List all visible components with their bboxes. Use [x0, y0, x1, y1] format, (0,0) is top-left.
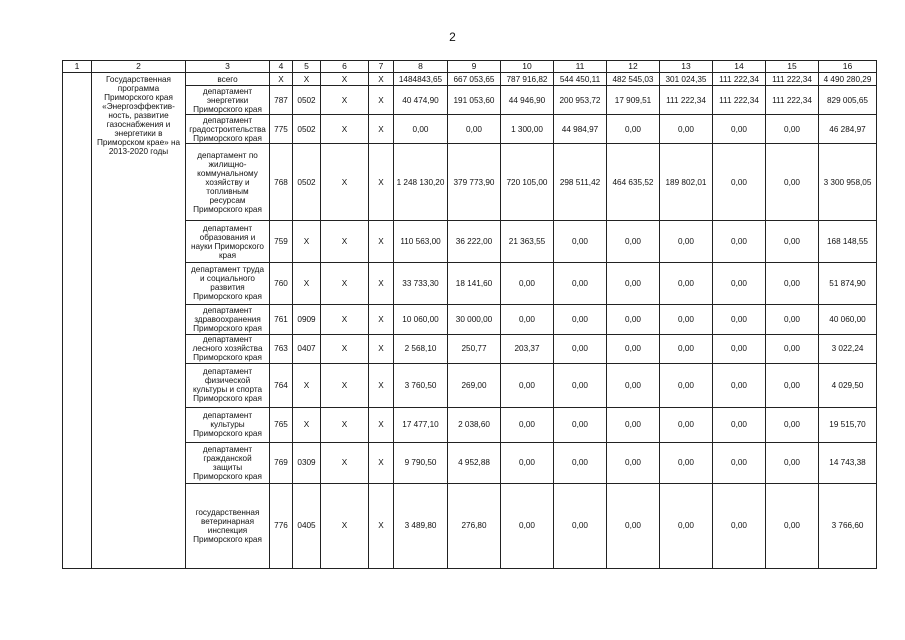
value-cell: 3 489,80: [394, 483, 448, 568]
value-cell: Х: [321, 483, 369, 568]
value-cell: 763: [270, 334, 293, 363]
value-cell: 760: [270, 262, 293, 304]
value-cell: 111 222,34: [766, 73, 819, 85]
value-cell: 203,37: [501, 334, 554, 363]
value-cell: 776: [270, 483, 293, 568]
value-cell: 0,00: [766, 262, 819, 304]
department-cell: департамент труда и социального развития Приморского края: [186, 262, 270, 304]
value-cell: Х: [369, 144, 394, 221]
value-cell: 0,00: [766, 483, 819, 568]
value-cell: 0,00: [554, 442, 607, 483]
value-cell: Х: [369, 483, 394, 568]
value-cell: 51 874,90: [819, 262, 877, 304]
value-cell: 189 802,01: [660, 144, 713, 221]
value-cell: Х: [321, 221, 369, 263]
value-cell: 30 000,00: [448, 304, 501, 334]
department-cell: департамент лесного хозяйства Приморского края: [186, 334, 270, 363]
value-cell: 0,00: [501, 363, 554, 407]
value-cell: Х: [369, 262, 394, 304]
value-cell: Х: [369, 221, 394, 263]
value-cell: 111 222,34: [766, 85, 819, 114]
value-cell: 775: [270, 115, 293, 144]
value-cell: 0,00: [607, 363, 660, 407]
value-cell: 0502: [293, 85, 321, 114]
value-cell: 0,00: [660, 483, 713, 568]
value-cell: 3 766,60: [819, 483, 877, 568]
value-cell: 46 284,97: [819, 115, 877, 144]
value-cell: 0,00: [766, 304, 819, 334]
header-cell: 2: [92, 61, 186, 73]
value-cell: 0,00: [554, 262, 607, 304]
value-cell: 1484843,65: [394, 73, 448, 85]
department-cell: департамент по жилищно-коммунальному хозяйству и топливным ресурсам Приморского края: [186, 144, 270, 221]
value-cell: 667 053,65: [448, 73, 501, 85]
header-cell: 16: [819, 61, 877, 73]
table-row: [63, 221, 877, 263]
value-cell: 1 248 130,20: [394, 144, 448, 221]
page-number: 2: [449, 30, 456, 44]
value-cell: 0,00: [607, 442, 660, 483]
value-cell: 379 773,90: [448, 144, 501, 221]
department-cell: департамент здравоохранения Приморского края: [186, 304, 270, 334]
table-body: [63, 61, 877, 569]
value-cell: 36 222,00: [448, 221, 501, 263]
header-cell: 6: [321, 61, 369, 73]
header-cell: 13: [660, 61, 713, 73]
value-cell: Х: [270, 73, 293, 85]
value-cell: Х: [293, 407, 321, 442]
value-cell: 464 635,52: [607, 144, 660, 221]
table-row: [63, 144, 877, 221]
department-cell: департамент гражданской защиты Приморского края: [186, 442, 270, 483]
value-cell: 0407: [293, 334, 321, 363]
header-cell: 14: [713, 61, 766, 73]
value-cell: 0,00: [660, 262, 713, 304]
table-row: [63, 334, 877, 363]
value-cell: Х: [293, 363, 321, 407]
value-cell: 0502: [293, 144, 321, 221]
value-cell: 764: [270, 363, 293, 407]
value-cell: Х: [321, 85, 369, 114]
value-cell: 0,00: [554, 483, 607, 568]
value-cell: 544 450,11: [554, 73, 607, 85]
value-cell: 787: [270, 85, 293, 114]
value-cell: 4 029,50: [819, 363, 877, 407]
value-cell: Х: [293, 73, 321, 85]
value-cell: 4 490 280,29: [819, 73, 877, 85]
header-cell: 5: [293, 61, 321, 73]
value-cell: 0,00: [501, 407, 554, 442]
value-cell: 765: [270, 407, 293, 442]
table-row: [63, 115, 877, 144]
header-cell: 3: [186, 61, 270, 73]
value-cell: 0,00: [554, 407, 607, 442]
value-cell: Х: [369, 363, 394, 407]
value-cell: 17 909,51: [607, 85, 660, 114]
header-row: [63, 61, 877, 73]
value-cell: 0,00: [501, 483, 554, 568]
value-cell: Х: [321, 304, 369, 334]
department-cell: государственная ветеринарная инспекция Приморского края: [186, 483, 270, 568]
value-cell: 0,00: [713, 483, 766, 568]
value-cell: 0,00: [448, 115, 501, 144]
value-cell: 2 568,10: [394, 334, 448, 363]
value-cell: 0,00: [713, 262, 766, 304]
value-cell: 0,00: [501, 262, 554, 304]
value-cell: 9 790,50: [394, 442, 448, 483]
value-cell: 0,00: [713, 407, 766, 442]
table-row: [63, 363, 877, 407]
value-cell: 0,00: [501, 304, 554, 334]
header-cell: 12: [607, 61, 660, 73]
value-cell: Х: [369, 115, 394, 144]
value-cell: 0,00: [554, 304, 607, 334]
value-cell: Х: [369, 442, 394, 483]
department-cell: всего: [186, 73, 270, 85]
value-cell: Х: [369, 304, 394, 334]
header-cell: 8: [394, 61, 448, 73]
value-cell: Х: [293, 221, 321, 263]
value-cell: 18 141,60: [448, 262, 501, 304]
department-cell: департамент градостроительства Приморского края: [186, 115, 270, 144]
value-cell: Х: [369, 85, 394, 114]
value-cell: 0,00: [713, 334, 766, 363]
value-cell: 759: [270, 221, 293, 263]
value-cell: Х: [321, 363, 369, 407]
program-name-cell: Государственная программа Приморского края «Энергоэффектив-ность, развитие газоснабжения и энергетики в Приморском крае» на 2013-2020 годы: [92, 73, 186, 569]
value-cell: 0,00: [554, 363, 607, 407]
value-cell: Х: [321, 115, 369, 144]
value-cell: 0,00: [713, 304, 766, 334]
value-cell: 768: [270, 144, 293, 221]
value-cell: 720 105,00: [501, 144, 554, 221]
header-cell: 10: [501, 61, 554, 73]
value-cell: 0,00: [713, 363, 766, 407]
value-cell: 787 916,82: [501, 73, 554, 85]
value-cell: 0,00: [607, 115, 660, 144]
value-cell: Х: [321, 262, 369, 304]
value-cell: 0,00: [607, 483, 660, 568]
value-cell: 276,80: [448, 483, 501, 568]
value-cell: 829 005,65: [819, 85, 877, 114]
value-cell: 3 022,24: [819, 334, 877, 363]
value-cell: 250,77: [448, 334, 501, 363]
value-cell: 111 222,34: [713, 73, 766, 85]
department-cell: департамент физической культуры и спорта Приморского края: [186, 363, 270, 407]
value-cell: 0,00: [713, 221, 766, 263]
value-cell: 4 952,88: [448, 442, 501, 483]
value-cell: 0309: [293, 442, 321, 483]
row-number-cell: [63, 73, 92, 569]
value-cell: 0,00: [554, 334, 607, 363]
header-cell: 7: [369, 61, 394, 73]
budget-table: [62, 60, 877, 569]
value-cell: 2 038,60: [448, 407, 501, 442]
value-cell: Х: [369, 73, 394, 85]
value-cell: 21 363,55: [501, 221, 554, 263]
value-cell: 0502: [293, 115, 321, 144]
value-cell: 0,00: [713, 442, 766, 483]
value-cell: 0,00: [607, 334, 660, 363]
value-cell: 0,00: [660, 221, 713, 263]
value-cell: 0,00: [766, 144, 819, 221]
table-row: [63, 407, 877, 442]
value-cell: 0405: [293, 483, 321, 568]
value-cell: 33 733,30: [394, 262, 448, 304]
value-cell: Х: [321, 442, 369, 483]
value-cell: Х: [321, 334, 369, 363]
value-cell: 269,00: [448, 363, 501, 407]
department-cell: департамент культуры Приморского края: [186, 407, 270, 442]
value-cell: 298 511,42: [554, 144, 607, 221]
value-cell: Х: [369, 334, 394, 363]
value-cell: 0,00: [394, 115, 448, 144]
value-cell: 111 222,34: [713, 85, 766, 114]
value-cell: 0,00: [766, 221, 819, 263]
value-cell: 0,00: [501, 442, 554, 483]
value-cell: 1 300,00: [501, 115, 554, 144]
value-cell: 44 946,90: [501, 85, 554, 114]
value-cell: 0,00: [766, 442, 819, 483]
department-cell: департамент энергетики Приморского края: [186, 85, 270, 114]
value-cell: 40 474,90: [394, 85, 448, 114]
header-cell: 9: [448, 61, 501, 73]
table-row: [63, 483, 877, 568]
value-cell: 0,00: [607, 304, 660, 334]
value-cell: 0,00: [660, 442, 713, 483]
header-cell: 4: [270, 61, 293, 73]
value-cell: 769: [270, 442, 293, 483]
value-cell: 17 477,10: [394, 407, 448, 442]
value-cell: 10 060,00: [394, 304, 448, 334]
value-cell: 0,00: [766, 115, 819, 144]
value-cell: 0,00: [713, 144, 766, 221]
value-cell: 0,00: [554, 221, 607, 263]
value-cell: 44 984,97: [554, 115, 607, 144]
value-cell: 482 545,03: [607, 73, 660, 85]
value-cell: 0,00: [660, 334, 713, 363]
header-cell: 1: [63, 61, 92, 73]
value-cell: 19 515,70: [819, 407, 877, 442]
header-cell: 11: [554, 61, 607, 73]
table-row: [63, 73, 877, 85]
value-cell: 0,00: [660, 115, 713, 144]
value-cell: 0909: [293, 304, 321, 334]
value-cell: 0,00: [607, 221, 660, 263]
table-row: [63, 304, 877, 334]
value-cell: 200 953,72: [554, 85, 607, 114]
value-cell: 191 053,60: [448, 85, 501, 114]
value-cell: 168 148,55: [819, 221, 877, 263]
value-cell: 301 024,35: [660, 73, 713, 85]
value-cell: 0,00: [660, 304, 713, 334]
value-cell: 40 060,00: [819, 304, 877, 334]
header-cell: 15: [766, 61, 819, 73]
value-cell: Х: [293, 262, 321, 304]
department-cell: департамент образования и науки Приморского края: [186, 221, 270, 263]
value-cell: 14 743,38: [819, 442, 877, 483]
value-cell: 0,00: [660, 407, 713, 442]
table-row: [63, 442, 877, 483]
value-cell: 110 563,00: [394, 221, 448, 263]
value-cell: 3 300 958,05: [819, 144, 877, 221]
value-cell: 0,00: [766, 363, 819, 407]
value-cell: 0,00: [766, 334, 819, 363]
value-cell: 0,00: [766, 407, 819, 442]
value-cell: 0,00: [713, 115, 766, 144]
value-cell: Х: [321, 73, 369, 85]
value-cell: Х: [321, 144, 369, 221]
table-row: [63, 262, 877, 304]
value-cell: Х: [369, 407, 394, 442]
value-cell: Х: [321, 407, 369, 442]
value-cell: 3 760,50: [394, 363, 448, 407]
value-cell: 111 222,34: [660, 85, 713, 114]
value-cell: 0,00: [607, 407, 660, 442]
value-cell: 0,00: [607, 262, 660, 304]
value-cell: 761: [270, 304, 293, 334]
value-cell: 0,00: [660, 363, 713, 407]
table-row: [63, 85, 877, 114]
